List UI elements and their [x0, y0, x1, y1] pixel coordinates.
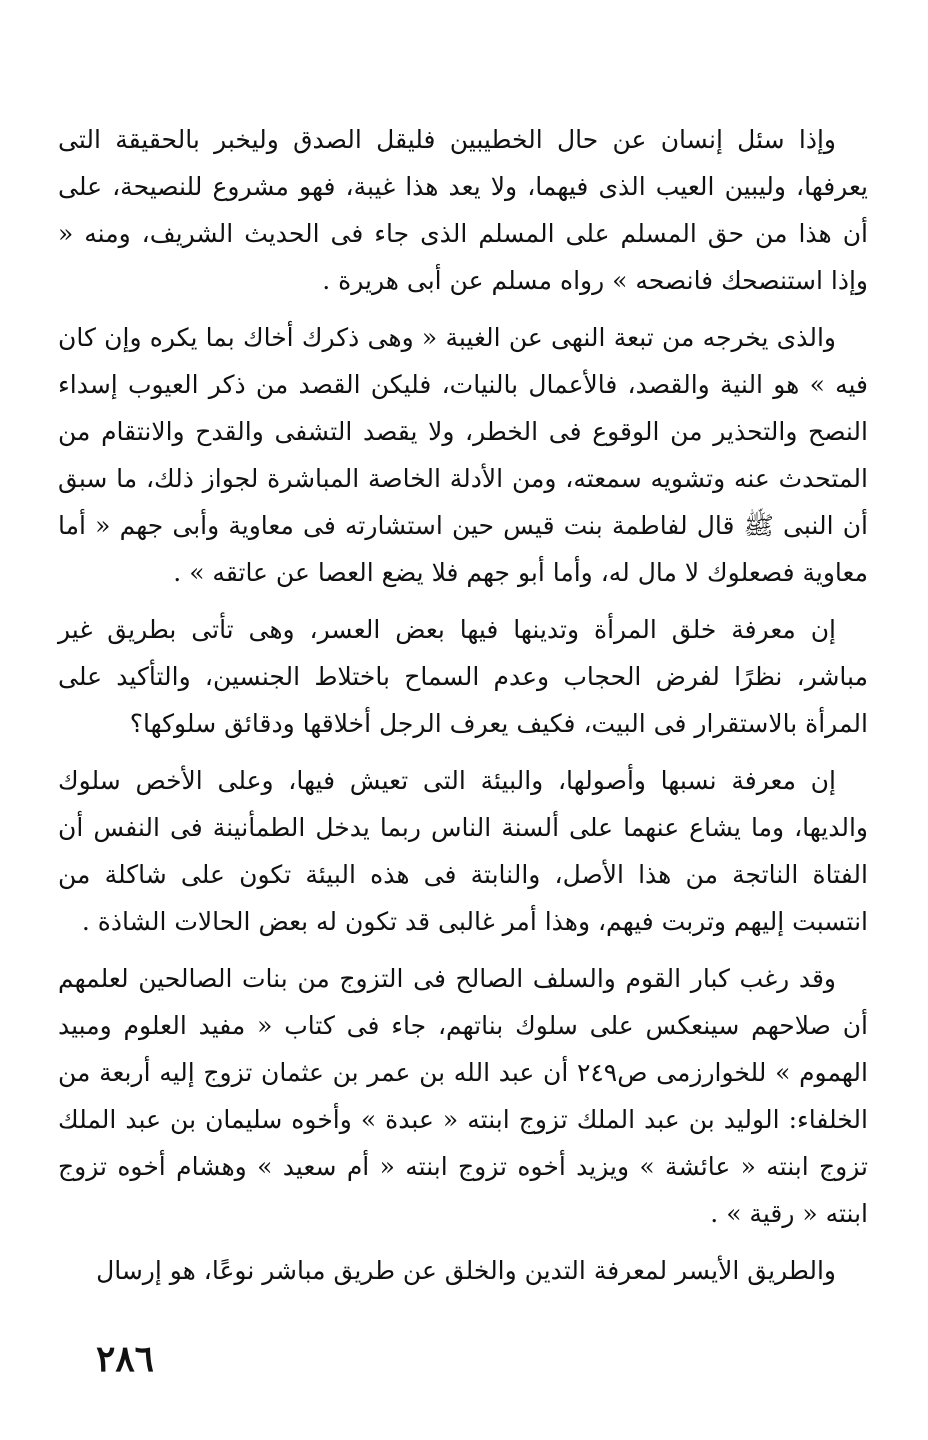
body-text: [58, 116, 868, 1304]
page-number: ٢٨٦: [96, 1338, 155, 1380]
paragraph-1: وإذا سئل إنسان عن حال الخطيبين فليقل الصدق وليخبر بالحقيقة التى يعرفها، وليبين العيب الذى فيهما، ولا يعد هذا غيبة، فهو مشروع للنصيحة، على أن هذا من حق المسلم على المسلم الذى جاء فى الحديث الشريف، ومنه « وإذا استنصحك فانصحه » رواه مسلم عن أبى هريرة .: [58, 125, 868, 295]
paragraph-5: وقد رغب كبار القوم والسلف الصالح فى التزوج من بنات الصالحين لعلمهم أن صلاحهم سينعكس على سلوك بناتهم، جاء فى كتاب « مفيد العلوم ومبيد الهموم » للخوارزمى ص٢٤٩ أن عبد الله بن عمر بن عثمان تزوج إليه أربعة من الخلفاء: الوليد بن عبد الملك تزوج ابنته « عبدة » وأخوه سليمان بن عبد الملك تزوج ابنته « عائشة » ويزيد أخوه تزوج ابنته « أم سعيد » وهشام أخوه تزوج ابنته « رقية » .: [58, 964, 868, 1228]
paragraph-4: إن معرفة نسبها وأصولها، والبيئة التى تعيش فيها، وعلى الأخص سلوك والديها، وما يشاع عنهما على ألسنة الناس ربما يدخل الطمأنينة فى النفس أن الفتاة الناتجة من هذا الأصل، والنابتة فى هذه البيئة تكون على شاكلة من انتسبت إليهم وتربت فيهم، وهذا أمر غالبى قد تكون له بعض الحالات الشاذة .: [58, 766, 868, 936]
paragraph-2: والذى يخرجه من تبعة النهى عن الغيبة « وهى ذكرك أخاك بما يكره وإن كان فيه » هو النية والقصد، فالأعمال بالنيات، فليكن القصد من ذكر العيوب إسداء النصح والتحذير من الوقوع فى الخطر، ولا يقصد التشفى والقدح والانتقام من المتحدث عنه وتشويه سمعته، ومن الأدلة الخاصة المباشرة لجواز ذلك، ما سبق أن النبى ﷺ قال لفاطمة بنت قيس حين استشارته فى معاوية وأبى جهم « أما معاوية فصعلوك لا مال له، وأما أبو جهم فلا يضع العصا عن عاتقه » .: [58, 323, 868, 587]
paragraph-3: إن معرفة خلق المرأة وتدينها فيها بعض العسر، وهى تأتى بطريق غير مباشر، نظرًا لفرض الحجاب وعدم السماح باختلاط الجنسين، والتأكيد على المرأة بالاستقرار فى البيت، فكيف يعرف الرجل أخلاقها ودقائق سلوكها؟: [58, 615, 868, 738]
paragraph-6: والطريق الأيسر لمعرفة التدين والخلق عن طريق مباشر نوعًا، هو إرسال: [96, 1256, 836, 1285]
